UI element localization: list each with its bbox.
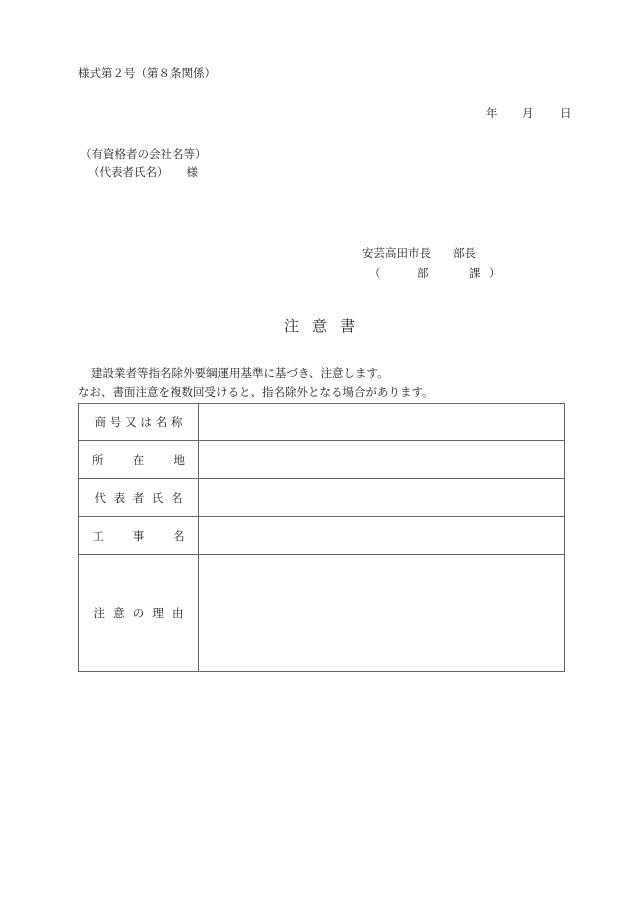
- table-row: [79, 441, 565, 479]
- recipient-representative: [88, 165, 198, 179]
- body-line-2: なお、書面注意を複数回受けると、指名除外となる場合があります。: [78, 385, 434, 399]
- value-address[interactable]: [199, 441, 565, 479]
- date-year: 年: [486, 106, 498, 120]
- department-head: 部長: [453, 246, 476, 260]
- label-project-name: 工事名: [79, 517, 199, 555]
- mayor-title: 安芸高田市長: [362, 246, 431, 260]
- department: 部: [417, 266, 429, 280]
- label-address: 所在地: [79, 441, 199, 479]
- date-month: 月: [522, 106, 534, 120]
- sender-department: [369, 266, 501, 280]
- table-row: [79, 517, 565, 555]
- representative-name: （代表者氏名）: [88, 165, 169, 179]
- honorific: 様: [186, 165, 198, 179]
- date-day: 日: [560, 106, 572, 120]
- open-paren: （: [369, 266, 381, 280]
- document-title: 注意書: [284, 317, 369, 335]
- label-reason: 注意の理由: [79, 555, 199, 672]
- section: 課: [469, 266, 481, 280]
- label-representative: 代表者氏名: [79, 479, 199, 517]
- value-project-name[interactable]: [199, 517, 565, 555]
- form-number: 様式第２号（第８条関係）: [78, 66, 216, 80]
- value-reason[interactable]: [199, 555, 565, 672]
- close-paren: ）: [489, 266, 501, 280]
- value-company-name[interactable]: [199, 404, 565, 441]
- notice-table: [78, 403, 565, 672]
- date-line: [486, 106, 572, 120]
- table-row: [79, 479, 565, 517]
- label-company-name: 商号又は名称: [79, 404, 199, 441]
- value-representative[interactable]: [199, 479, 565, 517]
- recipient-company: （有資格者の会社名等）: [80, 147, 207, 161]
- sender-title: [362, 246, 476, 260]
- table-row: [79, 555, 565, 672]
- table-row: [79, 404, 565, 441]
- body-line-1: 建設業者等指名除外要綱運用基準に基づき、注意します。: [91, 366, 389, 380]
